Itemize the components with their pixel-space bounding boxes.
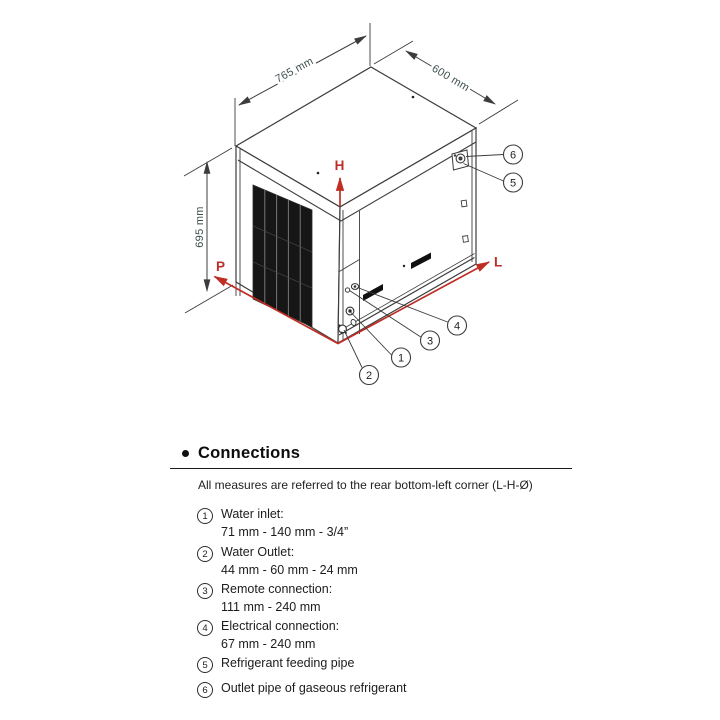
item-number-badge: 5 xyxy=(197,657,213,673)
item-number-badge: 1 xyxy=(197,508,213,524)
dimension-width-label: 765 mm xyxy=(273,55,316,86)
connections-note: All measures are referred to the rear bottom-left corner (L-H-Ø) xyxy=(198,478,533,492)
item-value: 111 mm - 240 mm xyxy=(221,599,321,614)
condenser-grille xyxy=(253,185,312,327)
svg-text:5: 5 xyxy=(509,177,517,190)
connection-item-4 xyxy=(197,619,339,652)
item-label: Electrical connection: xyxy=(221,619,340,633)
connection-item-2 xyxy=(197,545,358,578)
svg-text:3: 3 xyxy=(426,335,434,348)
bullet-icon xyxy=(182,450,189,457)
item-label: Outlet pipe of gaseous refrigerant xyxy=(221,681,407,695)
item-value: 44 mm - 60 mm - 24 mm xyxy=(221,562,358,577)
refrigerant-connector xyxy=(452,150,469,170)
svg-text:6: 6 xyxy=(509,149,517,162)
axis-h-label: H xyxy=(334,158,345,173)
axis-l-label: L xyxy=(494,254,503,270)
item-label: Water inlet: xyxy=(221,507,284,521)
connection-item-3 xyxy=(197,582,332,615)
connection-item-6 xyxy=(197,681,407,698)
item-label: Refrigerant feeding pipe xyxy=(221,656,355,670)
item-value: 71 mm - 140 mm - 3/4” xyxy=(221,524,349,539)
svg-text:1: 1 xyxy=(397,352,405,365)
connection-item-5 xyxy=(197,656,354,673)
item-label: Remote connection: xyxy=(221,582,333,596)
item-number-badge: 3 xyxy=(197,583,213,599)
item-value: 67 mm - 240 mm xyxy=(221,636,316,651)
svg-text:4: 4 xyxy=(453,320,461,333)
item-number-badge: 4 xyxy=(197,620,213,636)
connection-item-1 xyxy=(197,507,348,540)
dimension-height-label: 695 mm xyxy=(194,206,206,248)
item-number-badge: 6 xyxy=(197,682,213,698)
axis-p-label: P xyxy=(215,259,226,274)
item-number-badge: 2 xyxy=(197,546,213,562)
heading-rule xyxy=(170,468,572,469)
connections-section xyxy=(170,444,572,714)
item-label: Water Outlet: xyxy=(221,545,295,559)
dimension-height xyxy=(184,148,233,313)
connections-header xyxy=(170,444,572,463)
svg-text:2: 2 xyxy=(365,370,373,382)
connections-heading: Connections xyxy=(198,444,301,462)
dimension-depth-label: 600 mm xyxy=(429,62,472,95)
